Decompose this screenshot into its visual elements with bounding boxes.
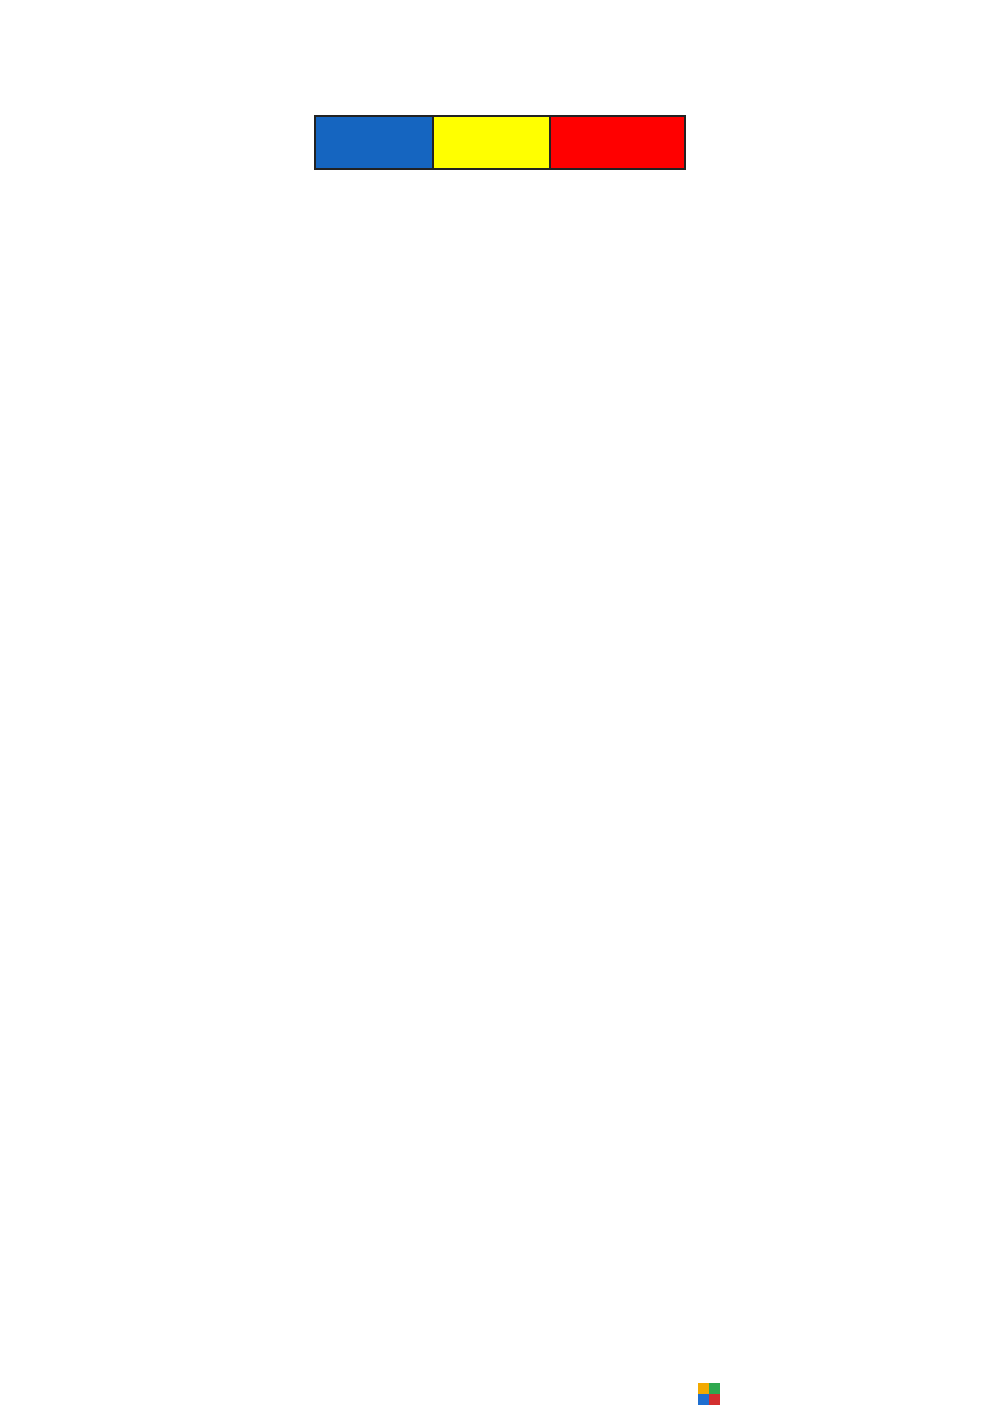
verb-table [314, 115, 686, 170]
logo-mark-icon [698, 1383, 720, 1405]
liveworksheets-logo [698, 1378, 723, 1410]
header-meaning [550, 116, 685, 169]
question-3-title [78, 820, 89, 843]
table-header-row [315, 116, 685, 169]
header-infinitive [315, 116, 433, 169]
header-past [433, 116, 551, 169]
question-2-title [100, 46, 930, 73]
